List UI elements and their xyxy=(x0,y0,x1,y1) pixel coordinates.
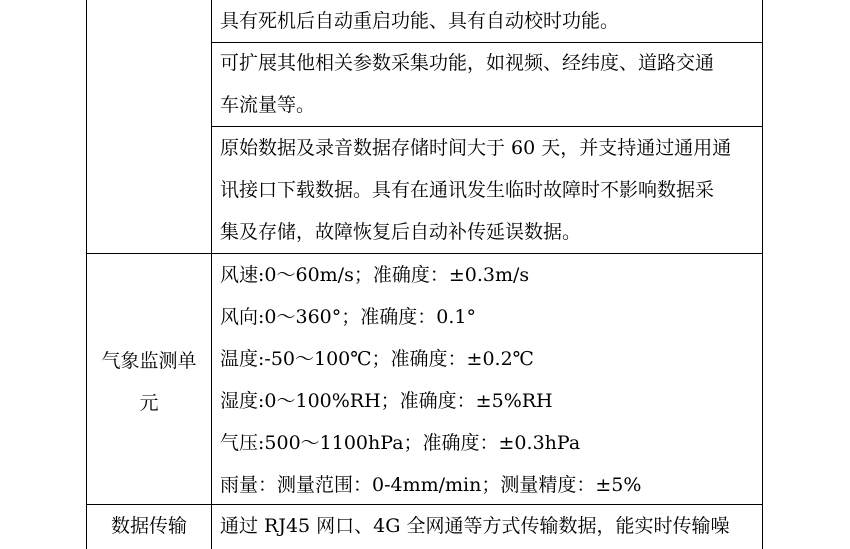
row-label: 数据传输 xyxy=(110,515,187,537)
table-right-border xyxy=(762,0,763,549)
table-cell-text: 风速:0～60m/s；准确度：±0.3m/s xyxy=(220,264,530,286)
table-cell-text: 讯接口下载数据。具有在通讯发生临时故障时不影响数据采 xyxy=(220,179,715,201)
table-column-divider xyxy=(211,0,212,549)
row-label: 气象监测单 xyxy=(101,350,197,372)
table-cell-text: 湿度:0～100%RH；准确度：±5%RH xyxy=(220,390,553,412)
table-left-border xyxy=(86,0,87,549)
table-cell-text: 原始数据及录音数据存储时间大于 60 天，并支持通过通用通 xyxy=(220,137,732,159)
row-label: 元 xyxy=(139,392,159,414)
table-cell-text: 车流量等。 xyxy=(220,94,316,116)
table-cell-text: 气压:500～1100hPa；准确度：±0.3hPa xyxy=(220,432,581,454)
table-cell-text: 温度:-50～100℃；准确度：±0.2℃ xyxy=(220,348,534,370)
table-cell-text: 通过 RJ45 网口、4G 全网通等方式传输数据，能实时传输噪 xyxy=(220,515,730,537)
table-cell-text: 可扩展其他相关参数采集功能，如视频、经纬度、道路交通 xyxy=(220,52,715,74)
table-cell-text: 具有死机后自动重启功能、具有自动校时功能。 xyxy=(220,10,620,32)
table-cell-text: 风向:0～360°；准确度：0.1° xyxy=(220,306,476,328)
table-cell-text: 雨量：测量范围：0-4mm/min；测量精度：±5% xyxy=(220,474,642,496)
table-cell-text: 集及存储，故障恢复后自动补传延误数据。 xyxy=(220,221,582,243)
